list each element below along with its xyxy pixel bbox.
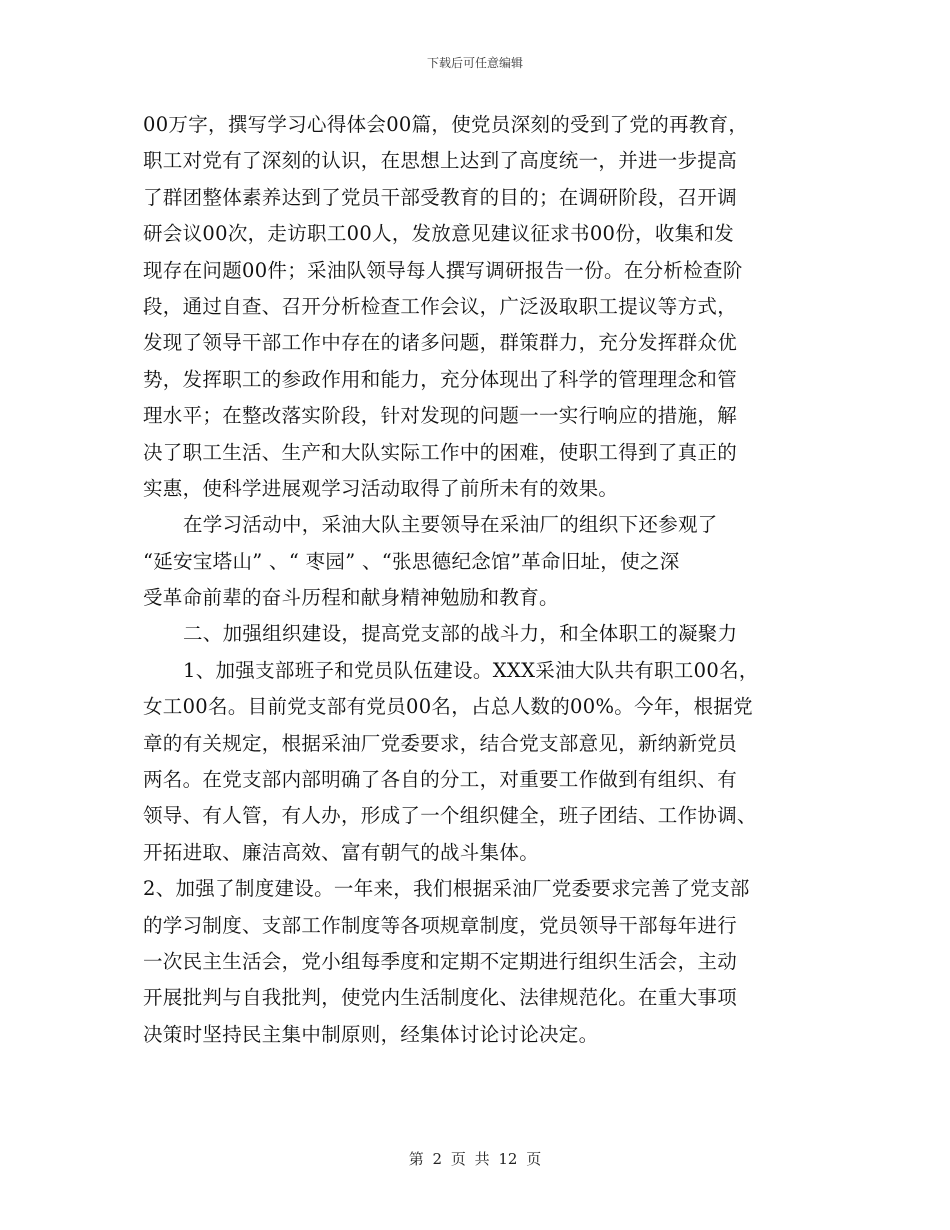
- text-line: 00万字，撰写学习心得体会00篇，使党员深刻的受到了党的再教育，: [143, 113, 749, 136]
- text-line: 决了职工生活、生产和大队实际工作中的困难，使职工得到了真正的: [143, 440, 738, 464]
- text-line: 段，通过自查、召开分析检查工作会议，广泛汲取职工提议等方式，: [143, 294, 738, 318]
- page-number: 第 2 页 共 12 页: [408, 1150, 542, 1168]
- text-line: 研会议00次，走访职工00人，发放意见建议征求书00份，收集和发: [143, 222, 735, 246]
- text-line: 开拓进取、廉洁高效、富有朝气的战斗集体。: [143, 840, 540, 864]
- paragraph-start-line: 在学习活动中，采油大队主要领导在采油厂的组织下还参观了: [183, 513, 718, 537]
- text-line: 现存在问题00件；采油队领导每人撰写调研报告一份。在分析检查阶: [143, 258, 743, 282]
- text-line: 的学习制度、支部工作制度等各项规章制度，党员领导干部每年进行: [143, 913, 738, 937]
- paragraph-start-line: 1、加强支部班子和党员队伍建设。XXX采油大队共有职工00名，: [183, 658, 759, 682]
- text-line: 领导、有人管，有人办，形成了一个组织健全，班子团结、工作协调、: [143, 804, 757, 828]
- document-body: [143, 107, 813, 1053]
- text-line: 受革命前辈的奋斗历程和献身精神勉励和教育。: [143, 586, 559, 610]
- text-line: 开展批判与自我批判，使党内生活制度化、法律规范化。在重大事项: [143, 986, 738, 1010]
- text-line: “延安宝塔山” 、“ 枣园” 、“张思德纪念馆”革命旧址，使之深: [143, 549, 680, 573]
- text-line: 理水平；在整改落实阶段，针对发现的问题一一实行响应的措施，解: [143, 404, 738, 428]
- text-line: 了群团整体素养达到了党员干部受教育的目的；在调研阶段，召开调: [143, 185, 738, 209]
- text-line: 发现了领导干部工作中存在的诸多问题，群策群力，充分发挥群众优: [143, 331, 738, 355]
- text-line: 职工对党有了深刻的认识，在思想上达到了高度统一，并进一步提高: [143, 149, 738, 173]
- text-line: 实惠，使科学进展观学习活动取得了前所未有的效果。: [143, 476, 619, 500]
- paragraph-start-line: 2、加强了制度建设。一年来，我们根据采油厂党委要求完善了党支部: [143, 877, 750, 901]
- text-line: 章的有关规定，根据采油厂党委要求，结合党支部意见，新纳新党员: [143, 731, 738, 755]
- text-line: 一次民主生活会，党小组每季度和定期不定期进行组织生活会，主动: [143, 949, 738, 973]
- text-line: 势，发挥职工的参政作用和能力，充分体现出了科学的管理理念和管: [143, 367, 738, 391]
- page-header: 下载后可任意编辑: [426, 56, 523, 70]
- text-line: 女工00名。目前党支部有党员00名，占总人数的00%。今年，根据党: [143, 695, 753, 719]
- section-heading: 二、加强组织建设，提高党支部的战斗力，和全体职工的凝聚力: [183, 622, 738, 646]
- text-line: 两名。在党支部内部明确了各自的分工，对重要工作做到有组织、有: [143, 768, 738, 792]
- text-line: 决策时坚持民主集中制原则，经集体讨论讨论决定。: [143, 1022, 599, 1046]
